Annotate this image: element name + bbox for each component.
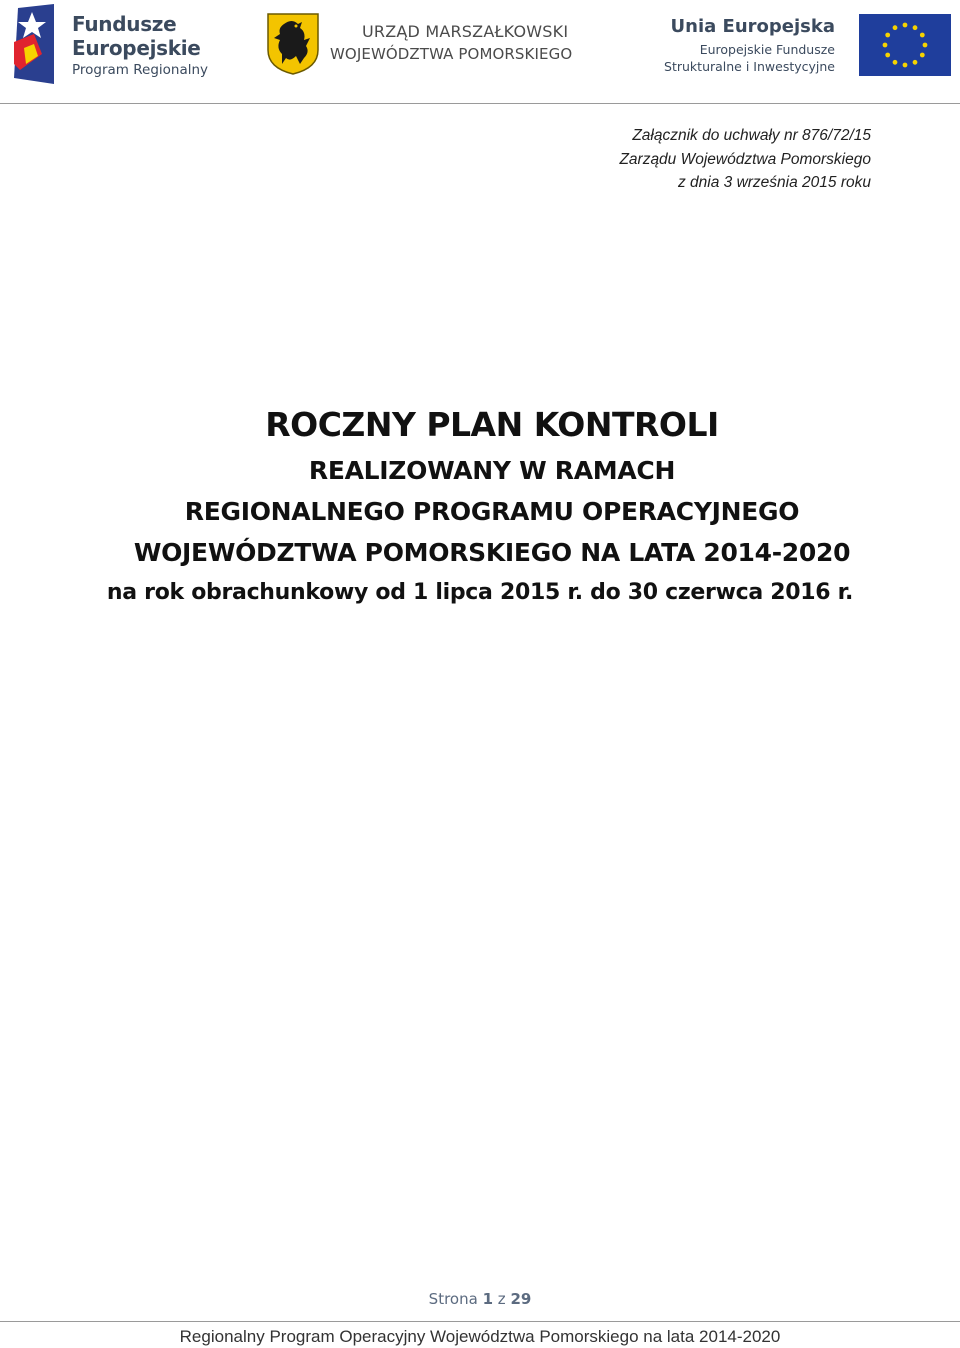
annex-line-2: Zarządu Województwa Pomorskiego xyxy=(619,150,871,168)
header-divider xyxy=(0,103,960,104)
annex-line-3: z dnia 3 września 2015 roku xyxy=(677,174,871,191)
document-title-block xyxy=(0,400,960,613)
logo-fe-line2: Europejskie xyxy=(72,36,201,60)
document-period: na rok obrachunkowy od 1 lipca 2015 r. do 30 czerwca 2016 r. xyxy=(106,580,854,605)
pomeranian-griffin-crest-icon xyxy=(266,12,320,76)
logo-ue-line2: Europejskie Fundusze xyxy=(699,42,835,57)
logo-um-line2: WOJEWÓDZTWA POMORSKIEGO xyxy=(330,45,573,63)
logo-um-line1: URZĄD MARSZAŁKOWSKI xyxy=(362,22,569,41)
annex-line-1: Załącznik do uchwały nr 876/72/15 xyxy=(632,127,871,144)
logo-ue-line1: Unia Europejska xyxy=(670,16,835,37)
document-subtitle-2: REGIONALNEGO PROGRAMU OPERACYJNEGO xyxy=(184,497,800,526)
document-title: ROCZNY PLAN KONTROLI xyxy=(265,405,719,444)
footer-divider xyxy=(0,1321,960,1322)
eu-funds-flag-icon xyxy=(12,4,58,84)
logo-fe-line1: Fundusze xyxy=(72,12,177,36)
page-number-current: 1 xyxy=(482,1290,494,1308)
page-number-total: 29 xyxy=(510,1290,532,1308)
logo-urzad-marszalkowski xyxy=(266,12,616,82)
document-subtitle-3: WOJEWÓDZTWA POMORSKIEGO NA LATA 2014-2020 xyxy=(133,538,851,567)
footer-program-name: Regionalny Program Operacyjny Województwa Pomorskiego na lata 2014-2020 xyxy=(179,1327,781,1346)
logo-fe-line3: Program Regionalny xyxy=(72,62,209,78)
document-subtitle-1: REALIZOWANY W RAMACH xyxy=(308,456,676,485)
logo-unia-europejska xyxy=(656,14,951,80)
page-number-separator: z xyxy=(497,1290,506,1308)
annex-note xyxy=(619,124,871,195)
page-number-prefix: Strona xyxy=(428,1290,478,1308)
page-number xyxy=(0,1290,960,1308)
logo-ue-line3: Strukturalne i Inwestycyjne xyxy=(664,59,835,74)
header-logo-bar xyxy=(0,0,960,104)
eu-stars-flag-icon xyxy=(859,14,951,76)
logo-fundusze-europejskie xyxy=(12,4,222,84)
